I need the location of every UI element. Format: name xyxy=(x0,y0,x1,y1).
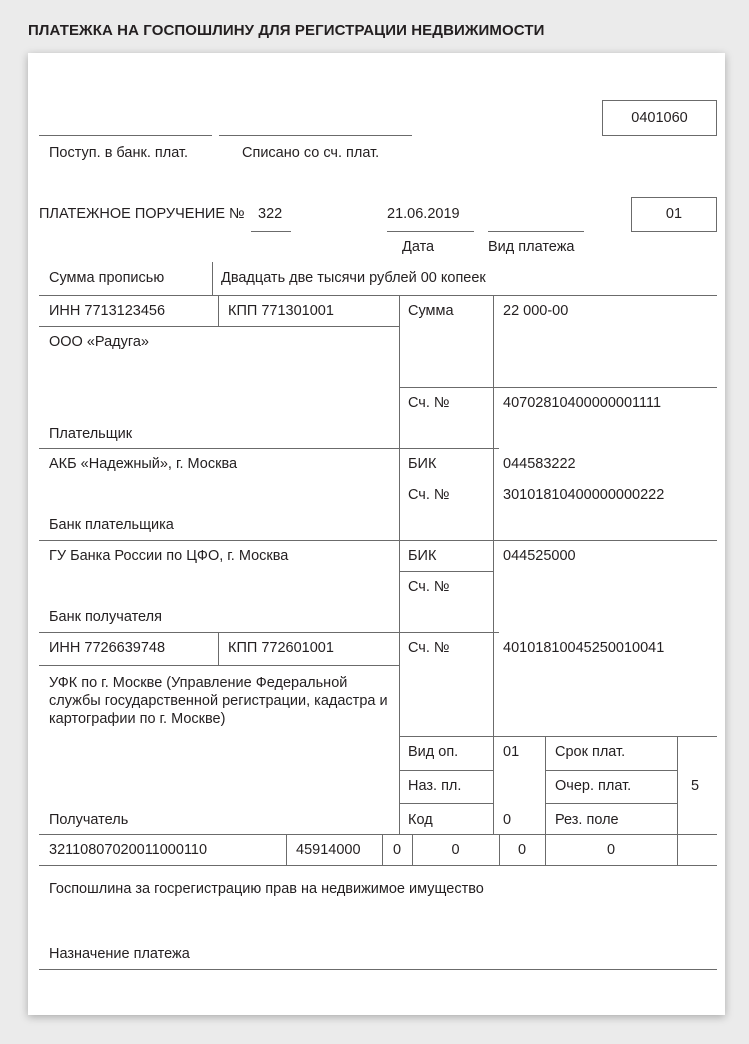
basis-value: 0 xyxy=(392,842,402,858)
payer-bank-label: Банк плательщика xyxy=(49,517,174,533)
payment-order-form xyxy=(28,53,725,1015)
payee-bank-bik: 044525000 xyxy=(503,548,576,564)
payee-kpp: КПП 772601001 xyxy=(228,640,334,656)
payer-account: 40702810400000001111 xyxy=(503,395,662,411)
payer-inn: ИНН 7713123456 xyxy=(49,303,166,319)
form-code-box xyxy=(602,100,717,136)
payer-account-label: Сч. № xyxy=(408,395,450,411)
order-date: 21.06.2019 xyxy=(387,206,460,222)
reserved-field-label: Рез. поле xyxy=(555,812,619,828)
payer-bank-bik-label: БИК xyxy=(408,456,437,472)
op-type: 01 xyxy=(503,744,520,760)
code-label: Код xyxy=(408,812,433,828)
payee-account: 40101810045250010041 xyxy=(503,640,665,656)
sum-label: Сумма xyxy=(408,303,454,319)
amount-words: Двадцать две тысячи рублей 00 копеек xyxy=(221,270,486,286)
payer-name: ООО «Радуга» xyxy=(49,334,149,350)
payment-type-label: Вид платежа xyxy=(488,239,575,255)
debited-label: Списано со сч. плат. xyxy=(242,145,380,161)
payee-inn: ИНН 7726639748 xyxy=(49,640,166,656)
form-code: 0401060 xyxy=(631,110,688,126)
op-type-label: Вид оп. xyxy=(408,744,459,760)
payer-bank-account: 30101810400000000222 xyxy=(503,487,665,503)
period-value: 0 xyxy=(451,842,460,858)
order-number: 322 xyxy=(258,206,283,222)
payer-bank-bik: 044583222 xyxy=(503,456,576,472)
amount-words-label: Сумма прописью xyxy=(49,270,165,286)
payee-bank-bik-label: БИК xyxy=(408,548,437,564)
payee-bank-name: ГУ Банка России по ЦФО, г. Москва xyxy=(49,548,289,564)
purpose-code-label: Наз. пл. xyxy=(408,778,462,794)
payer-kpp: КПП 771301001 xyxy=(228,303,334,319)
page-title: ПЛАТЕЖКА НА ГОСПОШЛИНУ ДЛЯ РЕГИСТРАЦИИ НЕДВИЖИМОСТИ xyxy=(28,22,545,39)
order-label: ПЛАТЕЖНОЕ ПОРУЧЕНИЕ № xyxy=(39,206,245,222)
purpose-text: Госпошлина за госрегистрацию прав на недвижимое имущество xyxy=(49,881,484,897)
purpose-label: Назначение платежа xyxy=(49,946,190,962)
due-date-label: Срок плат. xyxy=(555,744,626,760)
priority-value: 5 xyxy=(691,778,700,794)
payee-bank-account-label: Сч. № xyxy=(408,579,450,595)
priority-label: Очер. плат. xyxy=(555,778,632,794)
payee-account-label: Сч. № xyxy=(408,640,450,656)
received-label: Поступ. в банк. плат. xyxy=(49,145,188,161)
payee-bank-label: Банк получателя xyxy=(49,609,162,625)
date-label: Дата xyxy=(402,239,435,255)
code-value: 0 xyxy=(503,812,512,828)
status-code-box xyxy=(631,197,717,232)
payer-bank-account-label: Сч. № xyxy=(408,487,450,503)
status-code: 01 xyxy=(665,206,683,222)
doc-date-value: 0 xyxy=(606,842,616,858)
sum-value: 22 000-00 xyxy=(503,303,569,319)
payer-label: Плательщик xyxy=(49,426,133,442)
doc-number-value: 0 xyxy=(517,842,527,858)
kbk-value: 32110807020011000110 xyxy=(49,842,208,858)
payee-name: УФК по г. Москве (Управление Федеральной службы государственной регистрации, кадастра и картографии по г. Москве) xyxy=(49,675,388,727)
payer-bank-name: АКБ «Надежный», г. Москва xyxy=(49,456,238,472)
oktmo-value: 45914000 xyxy=(296,842,361,858)
payee-label: Получатель xyxy=(49,812,129,828)
